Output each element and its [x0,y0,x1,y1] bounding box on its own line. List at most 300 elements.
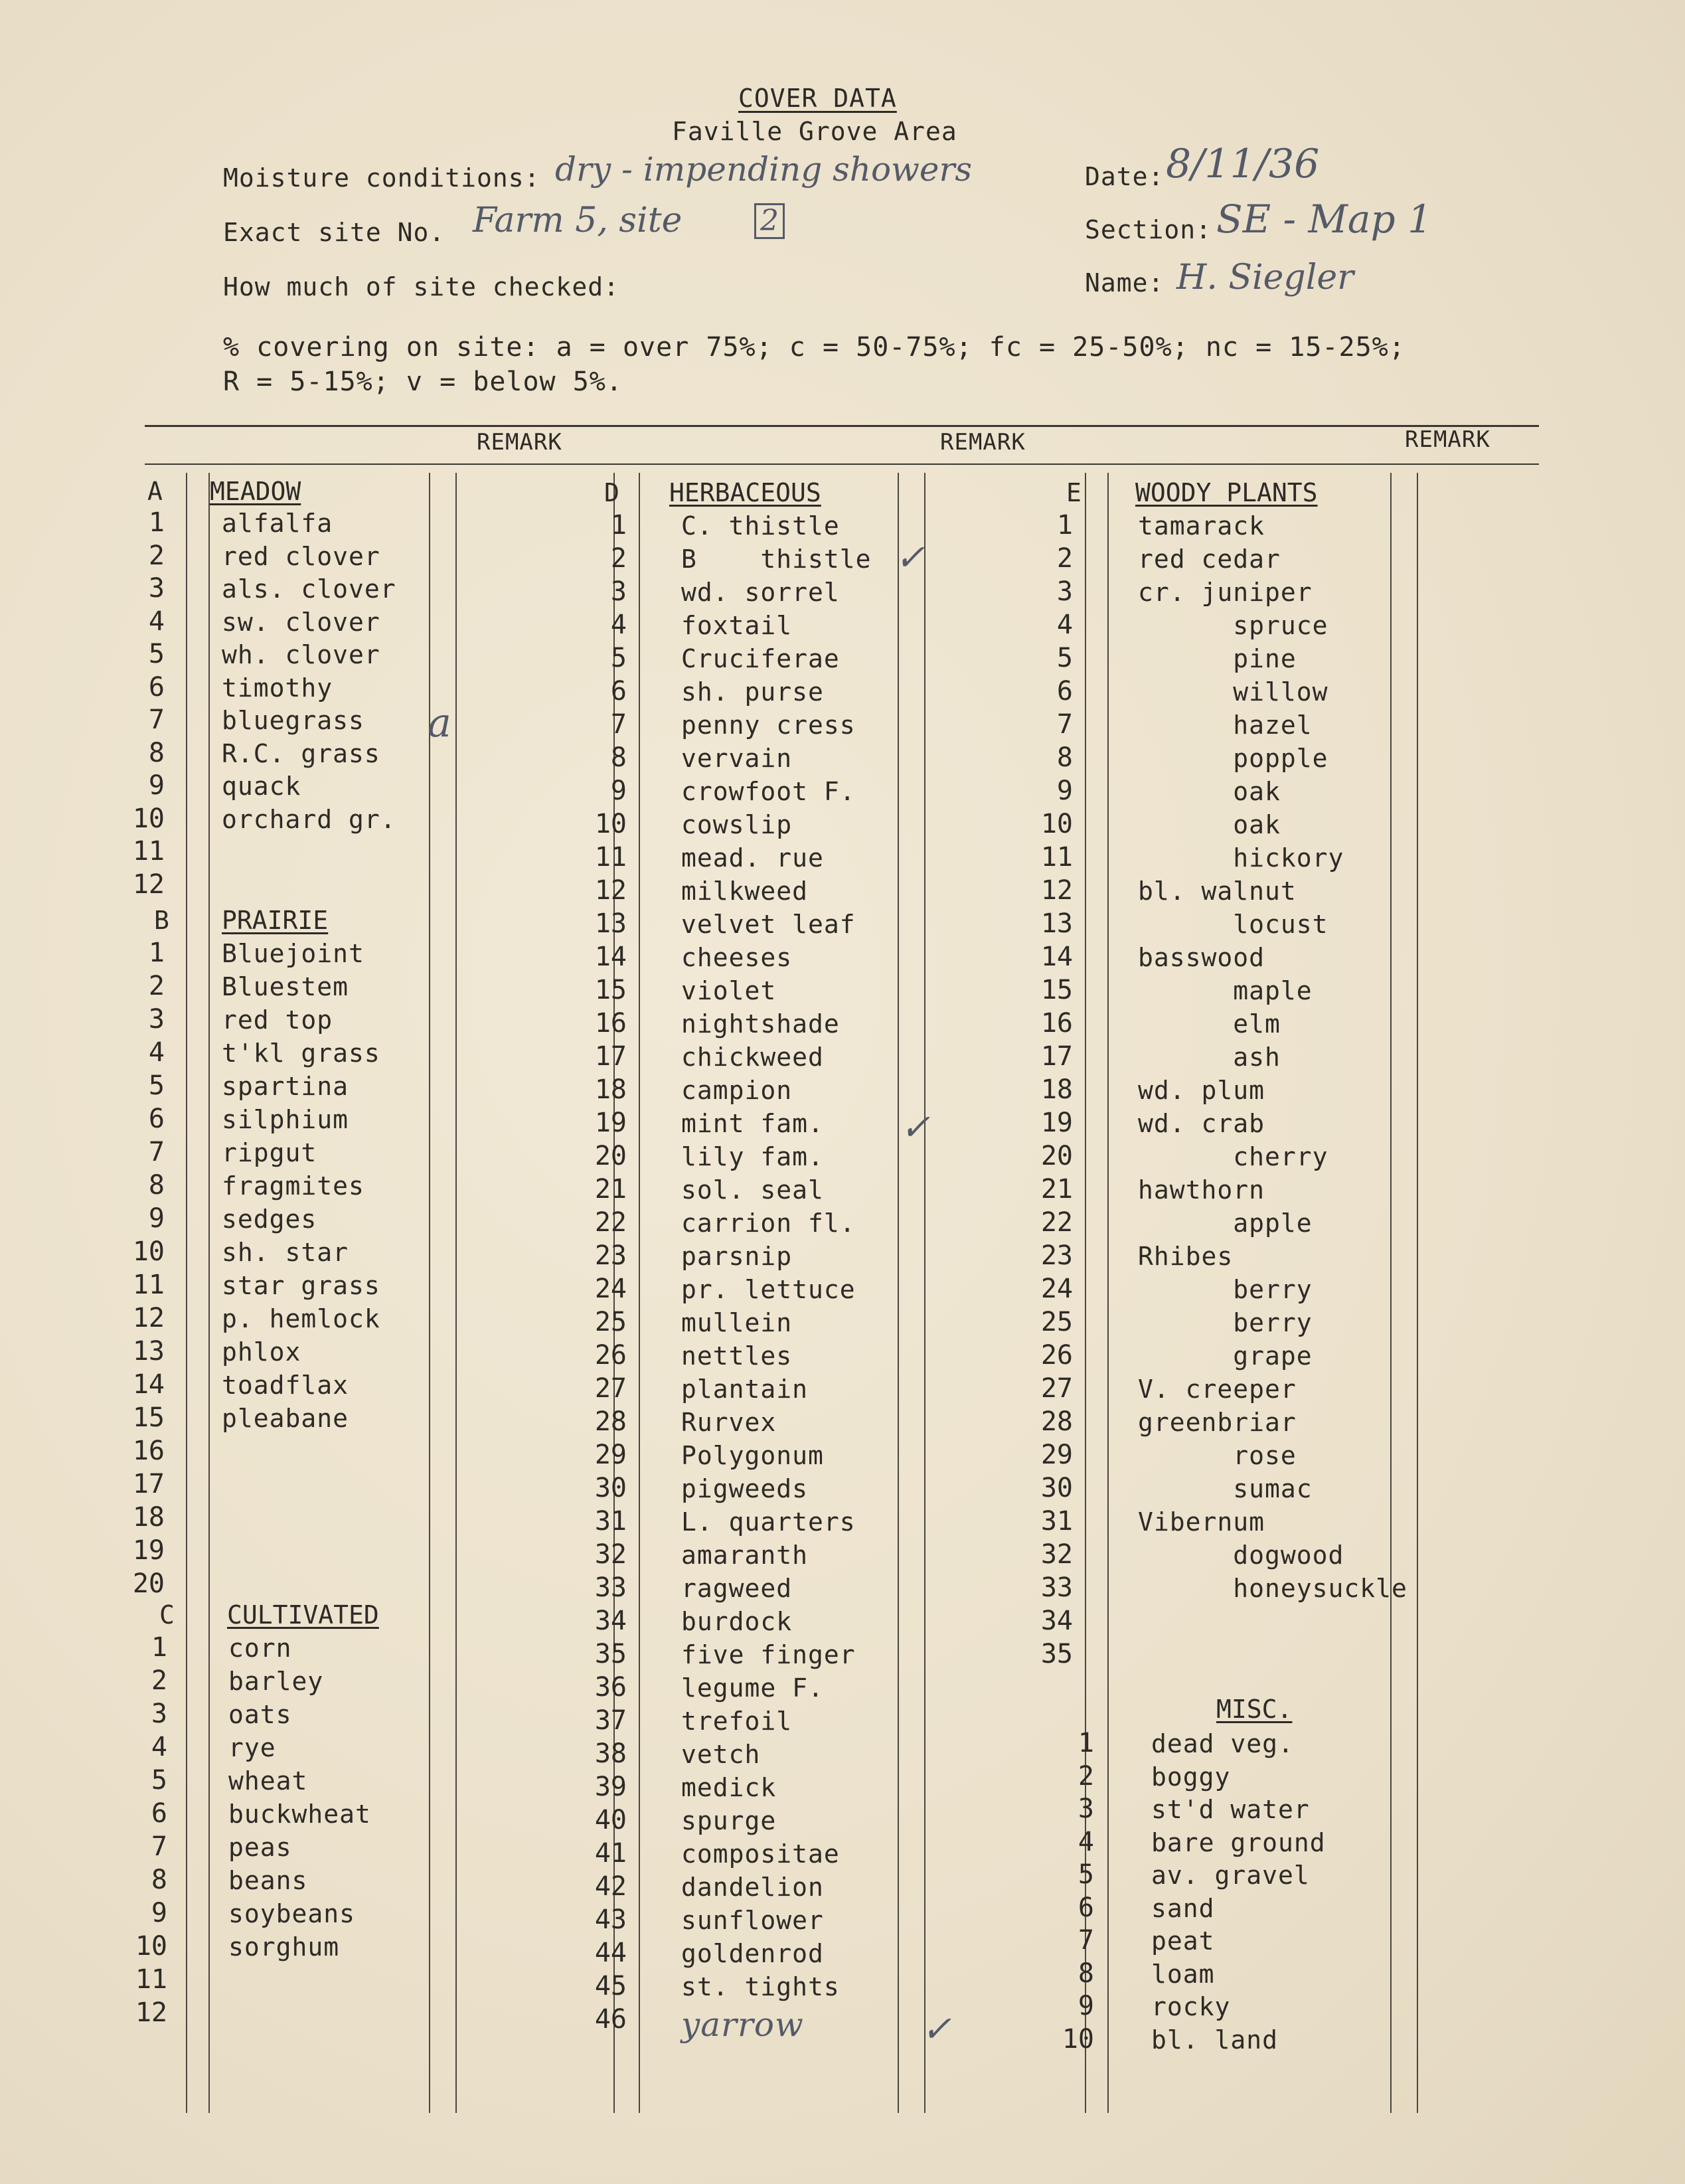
site-checked-label: How much of site checked: [223,272,619,301]
herbaceous-item-number: 46 [594,2004,627,2035]
moisture-value: dry - impending showers [555,150,973,189]
herbaceous-item-label: Polygonum [681,1441,824,1470]
misc-item-label: loam [1151,1960,1215,1989]
bluegrass-cover-mark: a [428,700,451,746]
meadow-item-number: 4 [148,606,165,637]
meadow-item-number: 3 [148,573,165,604]
meadow-item-label: red clover [222,542,380,571]
date-label: Date: [1085,162,1164,191]
woody-item-label: apple [1138,1209,1313,1238]
herbaceous-item-number: 32 [594,1539,627,1570]
herbaceous-item-label: sh. purse [681,677,824,707]
woody-item-label: wd. plum [1138,1076,1265,1105]
meadow-item-label: orchard gr. [222,805,396,834]
herbaceous-item-label: spurge [681,1806,777,1835]
woody-item-number: 16 [1040,1008,1073,1039]
herbaceous-item-label: chickweed [681,1043,824,1072]
woody-item-label: hawthorn [1138,1175,1265,1205]
herbaceous-item-label: st. tights [681,1972,840,2001]
meadow-item-number: 6 [148,672,165,703]
woody-item-number: 10 [1040,809,1073,839]
woody-item-number: 24 [1040,1274,1073,1304]
herbaceous-item-label: amaranth [681,1541,809,1570]
meadow-item-number: 5 [148,639,165,669]
woody-item-number: 35 [1040,1639,1073,1669]
prairie-item-number: 10 [132,1236,165,1267]
woody-item-label: honeysuckle [1138,1574,1407,1603]
woody-item-label: red cedar [1138,545,1281,574]
cultivated-item-number: 9 [151,1898,167,1928]
herbaceous-item-number: 26 [594,1340,627,1371]
misc-item-number: 9 [1078,1991,1094,2021]
misc-item-number: 5 [1078,1859,1094,1890]
site-label: Exact site No. [223,218,445,247]
prairie-item-label: Bluejoint [222,939,364,968]
name-label: Name: [1085,268,1164,297]
woody-item-label: cr. juniper [1138,578,1313,607]
woody-item-number: 27 [1040,1373,1073,1404]
herbaceous-item-number: 13 [594,908,627,939]
misc-item-label: av. gravel [1151,1861,1310,1890]
name-value: H. Siegler [1176,258,1354,297]
site-value: Farm 5, site [473,201,682,240]
section-letter-a: A [147,477,163,506]
prairie-item-number: 5 [148,1070,165,1101]
site-box-number: 2 [754,203,785,239]
herbaceous-item-label: pigweeds [681,1474,809,1503]
woody-item-label: ash [1138,1043,1281,1072]
prairie-item-label: Bluestem [222,972,349,1001]
herbaceous-item-number: 39 [594,1772,627,1802]
woody-item-number: 12 [1040,875,1073,906]
woody-item-label: elm [1138,1009,1281,1039]
cultivated-item-label: beans [228,1866,308,1895]
cultivated-item-number: 12 [135,1997,167,2028]
woody-item-number: 26 [1040,1340,1073,1371]
prairie-item-label: spartina [222,1072,349,1101]
prairie-item-number: 12 [132,1303,165,1333]
herbaceous-item-label: carrion fl. [681,1209,856,1238]
herbaceous-item-label: trefoil [681,1707,793,1736]
herbaceous-item-label: nettles [681,1341,793,1371]
woody-item-label: tamarack [1138,511,1265,541]
misc-item-number: 4 [1078,1827,1094,1857]
woody-item-number: 20 [1040,1141,1073,1171]
herbaceous-item-number: 8 [610,742,627,773]
herbaceous-item-label: yarrow [681,2005,804,2044]
table-header-rule [145,463,1539,465]
herbaceous-item-number: 10 [594,809,627,839]
woody-item-label: berry [1138,1275,1313,1304]
herbaceous-item-number: 33 [594,1572,627,1603]
col-rule [639,473,640,2113]
herbaceous-item-label: nightshade [681,1009,840,1039]
prairie-item-number: 15 [132,1402,165,1433]
herbaceous-item-label: penny cress [681,711,856,740]
herbaceous-heading: HERBACEOUS [669,478,821,507]
document-title: COVER DATA [738,84,897,113]
woody-item-number: 29 [1040,1440,1073,1470]
herbaceous-item-label: burdock [681,1607,793,1636]
col-rule [924,473,925,2113]
meadow-item-label: timothy [222,673,333,703]
woody-item-label: dogwood [1138,1541,1344,1570]
herbaceous-item-number: 4 [610,610,627,640]
herbaceous-item-number: 15 [594,975,627,1005]
section-value: SE - Map 1 [1216,197,1432,242]
woody-item-number: 11 [1040,842,1073,873]
herbaceous-item-number: 41 [594,1838,627,1869]
misc-item-number: 1 [1078,1728,1094,1758]
prairie-item-label: phlox [222,1337,301,1367]
misc-item-number: 7 [1078,1925,1094,1956]
herbaceous-item-label: mead. rue [681,843,824,873]
meadow-item-number: 7 [148,705,165,735]
prairie-item-number: 19 [132,1535,165,1566]
col-rule [208,473,210,2113]
prairie-item-number: 16 [132,1436,165,1466]
cultivated-heading: CULTIVATED [227,1600,379,1630]
meadow-item-number: 10 [132,803,165,834]
herbaceous-item-number: 5 [610,643,627,673]
section-letter-c: C [159,1600,175,1630]
herbaceous-item-label: L. quarters [681,1507,856,1537]
woody-item-label: rose [1138,1441,1297,1470]
woody-item-number: 17 [1040,1041,1073,1072]
woody-item-label: maple [1138,976,1313,1005]
woody-item-label: basswood [1138,943,1265,972]
cultivated-item-number: 4 [151,1732,167,1762]
remark-header-2: REMARK [940,429,1026,456]
herbaceous-item-number: 38 [594,1738,627,1769]
herbaceous-item-number: 20 [594,1141,627,1171]
cultivated-item-number: 11 [135,1964,167,1995]
misc-item-number: 6 [1078,1892,1094,1923]
herbaceous-item-label: wd. sorrel [681,578,840,607]
meadow-item-number: 2 [148,541,165,571]
cultivated-item-label: soybeans [228,1899,356,1928]
prairie-item-label: p. hemlock [222,1304,380,1333]
herbaceous-item-label: Rurvex [681,1408,777,1437]
herbaceous-item-label: B thistle [681,545,872,574]
herbaceous-item-number: 17 [594,1041,627,1072]
misc-item-label: sand [1151,1894,1215,1923]
woody-item-number: 18 [1040,1074,1073,1105]
herbaceous-item-label: vervain [681,744,793,773]
cultivated-item-label: peas [228,1833,292,1862]
misc-item-label: rocky [1151,1992,1231,2021]
herbaceous-item-number: 9 [610,776,627,806]
woody-item-number: 32 [1040,1539,1073,1570]
thistle-check-mark: ✓ [895,537,925,578]
herbaceous-item-label: compositae [681,1839,840,1869]
herbaceous-item-number: 18 [594,1074,627,1105]
prairie-item-number: 13 [132,1336,165,1367]
woody-item-number: 4 [1056,610,1073,640]
woody-item-number: 5 [1056,643,1073,673]
herbaceous-item-number: 22 [594,1207,627,1238]
cultivated-item-label: sorghum [228,1932,340,1962]
herbaceous-item-number: 42 [594,1871,627,1902]
col-rule [186,473,187,2113]
misc-item-number: 10 [1062,2024,1094,2055]
prairie-item-number: 17 [132,1469,165,1499]
col-rule [1390,473,1392,2113]
herbaceous-item-number: 23 [594,1240,627,1271]
misc-item-label: bare ground [1151,1828,1326,1857]
herbaceous-item-label: Cruciferae [681,644,840,673]
misc-item-label: dead veg. [1151,1729,1294,1758]
prairie-item-number: 2 [148,971,165,1001]
herbaceous-item-label: mullein [681,1308,793,1337]
woody-item-number: 19 [1040,1108,1073,1138]
woody-item-label: popple [1138,744,1328,773]
section-letter-b: B [154,906,169,935]
mint-check-mark: ✓ [900,1106,931,1148]
prairie-item-label: star grass [222,1271,380,1300]
woody-item-label: bl. walnut [1138,877,1297,906]
meadow-item-number: 9 [148,770,165,801]
woody-item-label: spruce [1138,611,1328,640]
herbaceous-item-label: vetch [681,1740,761,1769]
herbaceous-item-label: five finger [681,1640,856,1669]
woody-item-number: 1 [1056,510,1073,541]
cultivated-item-label: wheat [228,1766,308,1796]
prairie-item-label: fragmites [222,1171,364,1201]
woody-item-label: cherry [1138,1142,1328,1171]
herbaceous-item-label: medick [681,1773,777,1802]
woody-item-label: pine [1138,644,1297,673]
misc-item-label: boggy [1151,1762,1231,1792]
herbaceous-item-number: 35 [594,1639,627,1669]
woody-item-label: greenbriar [1138,1408,1297,1437]
misc-item-number: 3 [1078,1794,1094,1824]
cultivated-item-label: buckwheat [228,1800,371,1829]
woody-item-number: 30 [1040,1473,1073,1503]
herbaceous-item-number: 16 [594,1008,627,1039]
col-rule [455,473,457,2113]
herbaceous-item-label: pr. lettuce [681,1275,856,1304]
prairie-item-number: 11 [132,1270,165,1300]
cultivated-item-number: 2 [151,1665,167,1696]
woody-item-number: 22 [1040,1207,1073,1238]
herbaceous-item-label: mint fam. [681,1109,824,1138]
herbaceous-item-number: 6 [610,676,627,707]
cultivated-item-label: oats [228,1700,292,1729]
herbaceous-item-label: dandelion [681,1873,824,1902]
woody-item-number: 33 [1040,1572,1073,1603]
meadow-item-label: als. clover [222,574,396,604]
meadow-item-number: 1 [148,507,165,538]
area-name: Faville Grove Area [672,117,957,146]
cultivated-item-label: barley [228,1667,324,1696]
meadow-item-label: alfalfa [222,509,333,538]
prairie-item-label: t'kl grass [222,1039,380,1068]
woody-item-number: 15 [1040,975,1073,1005]
herbaceous-item-label: parsnip [681,1242,793,1271]
prairie-item-label: red top [222,1005,333,1035]
cultivated-item-number: 10 [135,1931,167,1962]
moisture-label: Moisture conditions: [223,163,540,193]
herbaceous-item-label: foxtail [681,611,793,640]
herbaceous-item-label: velvet leaf [681,910,856,939]
col-rule [898,473,899,2113]
prairie-item-number: 3 [148,1004,165,1035]
herbaceous-item-number: 37 [594,1705,627,1736]
woody-item-number: 14 [1040,942,1073,972]
herbaceous-item-label: ragweed [681,1574,793,1603]
prairie-item-number: 4 [148,1037,165,1068]
herbaceous-item-number: 29 [594,1440,627,1470]
misc-item-label: st'd water [1151,1795,1310,1824]
prairie-item-number: 14 [132,1369,165,1400]
misc-item-label: bl. land [1151,2025,1279,2055]
herbaceous-item-number: 1 [610,510,627,541]
woody-item-number: 7 [1056,709,1073,740]
herbaceous-item-label: plantain [681,1375,809,1404]
cultivated-item-number: 8 [151,1865,167,1895]
remark-header-3: REMARK [1405,426,1490,453]
date-value: 8/11/36 [1166,141,1320,187]
cultivated-item-number: 7 [151,1831,167,1862]
woody-item-number: 2 [1056,543,1073,574]
prairie-item-label: toadflax [222,1371,349,1400]
prairie-item-number: 18 [132,1502,165,1533]
prairie-item-number: 9 [148,1203,165,1234]
section-letter-e: E [1066,478,1082,507]
herbaceous-item-number: 19 [594,1108,627,1138]
cultivated-item-label: rye [228,1733,276,1762]
herbaceous-item-number: 24 [594,1274,627,1304]
col-rule [1107,473,1109,2113]
prairie-item-label: pleabane [222,1404,349,1433]
woody-item-number: 28 [1040,1406,1073,1437]
herbaceous-item-number: 21 [594,1174,627,1205]
woody-item-label: grape [1138,1341,1313,1371]
woody-item-label: hazel [1138,711,1313,740]
woody-item-label: V. creeper [1138,1375,1297,1404]
cultivated-item-number: 6 [151,1798,167,1829]
misc-item-label: peat [1151,1926,1215,1956]
woody-item-number: 31 [1040,1506,1073,1537]
herbaceous-item-label: goldenrod [681,1939,824,1968]
prairie-item-label: silphium [222,1105,349,1134]
woody-plants-heading: WOODY PLANTS [1135,478,1318,507]
woody-item-number: 13 [1040,908,1073,939]
herbaceous-item-number: 3 [610,576,627,607]
herbaceous-item-number: 43 [594,1904,627,1935]
herbaceous-item-label: campion [681,1076,793,1105]
herbaceous-item-number: 34 [594,1606,627,1636]
woody-item-number: 25 [1040,1307,1073,1337]
yarrow-check-mark: ✓ [922,2008,952,2050]
prairie-item-number: 20 [132,1568,165,1599]
woody-item-label: willow [1138,677,1328,707]
herbaceous-item-label: legume F. [681,1673,824,1703]
woody-item-label: berry [1138,1308,1313,1337]
herbaceous-item-number: 44 [594,1938,627,1968]
woody-item-number: 8 [1056,742,1073,773]
woody-item-label: hickory [1138,843,1344,873]
woody-item-label: Vibernum [1138,1507,1265,1537]
herbaceous-item-label: cowslip [681,810,793,839]
cultivated-item-number: 3 [151,1699,167,1729]
woody-item-label: wd. crab [1138,1109,1265,1138]
herbaceous-item-number: 36 [594,1672,627,1703]
herbaceous-item-number: 28 [594,1406,627,1437]
col-rule [1417,473,1418,2113]
herbaceous-item-number: 45 [594,1971,627,2001]
cultivated-item-label: corn [228,1634,292,1663]
meadow-item-label: bluegrass [222,706,364,735]
meadow-item-number: 11 [132,836,165,867]
prairie-item-label: ripgut [222,1138,317,1167]
herbaceous-item-label: sol. seal [681,1175,824,1205]
herbaceous-item-label: lily fam. [681,1142,824,1171]
herbaceous-item-label: C. thistle [681,511,840,541]
meadow-item-number: 8 [148,738,165,768]
section-label: Section: [1085,215,1212,244]
herbaceous-item-label: sunflower [681,1906,824,1935]
meadow-heading: MEADOW [210,477,301,506]
herbaceous-item-number: 11 [594,842,627,873]
prairie-item-number: 7 [148,1137,165,1167]
herbaceous-item-number: 30 [594,1473,627,1503]
herbaceous-item-number: 7 [610,709,627,740]
remark-header-1: REMARK [477,429,562,456]
herbaceous-item-label: violet [681,976,777,1005]
herbaceous-item-number: 40 [594,1805,627,1835]
misc-item-number: 8 [1078,1958,1094,1989]
misc-heading: MISC. [1216,1695,1293,1724]
woody-item-label: oak [1138,777,1281,806]
herbaceous-item-label: crowfoot F. [681,777,856,806]
woody-item-label: sumac [1138,1474,1313,1503]
meadow-item-number: 12 [132,869,165,900]
meadow-item-label: wh. clover [222,640,380,669]
woody-item-label: Rhibes [1138,1242,1234,1271]
cover-legend-line-1: % covering on site: a = over 75%; c = 50-75%; fc = 25-50%; nc = 15-25%; [223,332,1405,363]
table-top-rule [145,425,1539,427]
meadow-item-label: quack [222,772,301,801]
herbaceous-item-number: 12 [594,875,627,906]
woody-item-number: 6 [1056,676,1073,707]
meadow-item-label: R.C. grass [222,739,380,768]
woody-item-number: 21 [1040,1174,1073,1205]
herbaceous-item-number: 25 [594,1307,627,1337]
woody-item-label: oak [1138,810,1281,839]
cover-legend-line-2: R = 5-15%; v = below 5%. [223,367,623,397]
prairie-item-label: sh. star [222,1238,349,1267]
prairie-item-label: sedges [222,1205,317,1234]
cultivated-item-number: 1 [151,1632,167,1663]
herbaceous-item-label: cheeses [681,943,793,972]
prairie-heading: PRAIRIE [222,906,329,935]
prairie-item-number: 1 [148,938,165,968]
woody-item-number: 23 [1040,1240,1073,1271]
cultivated-item-number: 5 [151,1765,167,1796]
herbaceous-item-number: 2 [610,543,627,574]
herbaceous-item-number: 31 [594,1506,627,1537]
misc-item-number: 2 [1078,1761,1094,1792]
prairie-item-number: 6 [148,1104,165,1134]
woody-item-number: 34 [1040,1606,1073,1636]
meadow-item-label: sw. clover [222,608,380,637]
herbaceous-item-label: milkweed [681,877,809,906]
prairie-item-number: 8 [148,1170,165,1201]
woody-item-number: 9 [1056,776,1073,806]
herbaceous-item-number: 27 [594,1373,627,1404]
